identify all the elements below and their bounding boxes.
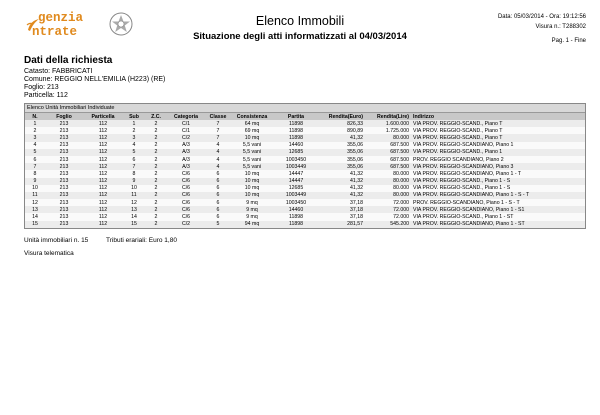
table-cell: 2 <box>145 142 167 149</box>
table-row <box>25 221 585 228</box>
table-cell: 355,06 <box>319 142 365 149</box>
table-cell: 3 <box>25 134 45 141</box>
table-cell: 687.500 <box>365 163 411 170</box>
table-cell: 687.500 <box>365 142 411 149</box>
table-cell: 14 <box>25 213 45 220</box>
request-particella: Particella: 112 <box>24 92 68 99</box>
table-cell: C/6 <box>167 170 205 177</box>
table-cell: 545.200 <box>365 221 411 228</box>
page-subtitle: Situazione degli atti informatizzati al 04/03/2014 <box>193 31 407 42</box>
table-cell: 80.000 <box>365 178 411 185</box>
table-cell: 112 <box>83 206 123 213</box>
table-row <box>25 192 585 199</box>
col-header: Particella <box>83 113 123 121</box>
table-cell: 6 <box>205 213 231 220</box>
table-cell: 41,32 <box>319 192 365 199</box>
table-cell: 69 mq <box>231 127 273 134</box>
table-row <box>25 163 585 170</box>
table-cell: 5,5 vani <box>231 156 273 163</box>
table-cell: 355,06 <box>319 156 365 163</box>
col-header: Rendita(Lire) <box>365 113 411 121</box>
table-cell: 11898 <box>273 134 319 141</box>
table-cell: 10 <box>123 185 145 192</box>
table-cell: 2 <box>145 134 167 141</box>
col-header: Z.C. <box>145 113 167 121</box>
col-header: Categoria <box>167 113 205 121</box>
table-cell: VIA PROV. REGGIO-SCANDIANO, Piano 1 - S - T <box>411 192 585 199</box>
table-cell: VIA PROV. REGGIO-SCAND., Piano 1 - S <box>411 185 585 192</box>
table-cell: 687.500 <box>365 149 411 156</box>
table-cell: 112 <box>83 178 123 185</box>
table-cell: A/3 <box>167 142 205 149</box>
table-cell: 112 <box>83 170 123 177</box>
table-cell: 10 mq <box>231 192 273 199</box>
table-cell: 213 <box>45 178 83 185</box>
table-cell: 1003450 <box>273 199 319 206</box>
table-cell: 10 mq <box>231 185 273 192</box>
table-cell: C/1 <box>167 127 205 134</box>
table-cell: VIA PROV. REGGIO-SCAND., Piano 1 <box>411 149 585 156</box>
table-cell: C/6 <box>167 206 205 213</box>
table-cell: 2 <box>145 192 167 199</box>
col-header: Partita <box>273 113 319 121</box>
page-title: Elenco Immobili <box>255 14 345 28</box>
table-cell: 72.000 <box>365 199 411 206</box>
table-cell: 11898 <box>273 221 319 228</box>
request-comune: Comune: REGGIO NELL'EMILIA (H223) (RE) <box>24 76 166 83</box>
table-cell: 1 <box>123 120 145 127</box>
table-cell: A/3 <box>167 149 205 156</box>
table-cell: 213 <box>45 134 83 141</box>
header-page-indicator: Pag. 1 - Fine <box>551 38 586 44</box>
table-cell: 2 <box>145 206 167 213</box>
units-table <box>25 112 585 228</box>
table-cell: 687.500 <box>365 156 411 163</box>
table-cell: 213 <box>45 142 83 149</box>
table-cell: 4 <box>205 156 231 163</box>
table-cell: 2 <box>145 221 167 228</box>
table-cell: 41,32 <box>319 178 365 185</box>
table-cell: 213 <box>45 170 83 177</box>
table-cell: 2 <box>25 127 45 134</box>
table-row <box>25 142 585 149</box>
table-cell: 2 <box>145 156 167 163</box>
table-cell: 14460 <box>273 142 319 149</box>
table-cell: 2 <box>145 149 167 156</box>
table-cell: 41,32 <box>319 170 365 177</box>
table-cell: VIA PROV. REGGIO-SCAND., Piano T <box>411 134 585 141</box>
summary-line <box>24 237 193 244</box>
table-cell: 2 <box>123 127 145 134</box>
units-count: Unità immobiliari n. 15 <box>24 237 89 244</box>
col-header: Foglio <box>45 113 83 121</box>
table-cell: 7 <box>123 163 145 170</box>
table-cell: 41,32 <box>319 185 365 192</box>
table-cell: 11 <box>123 192 145 199</box>
table-cell: 1 <box>25 120 45 127</box>
table-cell: 112 <box>83 120 123 127</box>
table-cell: 5 <box>25 149 45 156</box>
table-cell: 14447 <box>273 170 319 177</box>
table-cell: 80.000 <box>365 192 411 199</box>
table-cell: 6 <box>205 185 231 192</box>
table-cell: C/1 <box>167 120 205 127</box>
table-cell: VIA PROV. REGGIO-SCAND., Piano T <box>411 127 585 134</box>
table-cell: 37,18 <box>319 213 365 220</box>
table-cell: 355,06 <box>319 149 365 156</box>
table-cell: 37,18 <box>319 206 365 213</box>
table-cell: 72.000 <box>365 206 411 213</box>
table-cell: 5 <box>123 149 145 156</box>
table-cell: C/6 <box>167 185 205 192</box>
table-cell: 6 <box>25 156 45 163</box>
table-cell: 355,06 <box>319 163 365 170</box>
table-cell: 213 <box>45 221 83 228</box>
col-header: Classe <box>205 113 231 121</box>
request-foglio: Foglio: 213 <box>24 84 59 91</box>
table-cell: 112 <box>83 156 123 163</box>
table-cell: 9 <box>123 178 145 185</box>
table-cell: 6 <box>123 156 145 163</box>
col-header: Indirizzo <box>411 113 585 121</box>
table-cell: 12685 <box>273 149 319 156</box>
table-cell: 10 <box>25 185 45 192</box>
tributi-erariali: Tributi erariali: Euro 1,80 <box>106 237 177 244</box>
table-cell: 2 <box>145 120 167 127</box>
table-cell: 7 <box>205 127 231 134</box>
table-cell: VIA PROV. REGGIO-SCAND., Piano 1 - S <box>411 178 585 185</box>
table-cell: 6 <box>205 170 231 177</box>
table-cell: C/2 <box>167 134 205 141</box>
table-cell: 1.600.000 <box>365 120 411 127</box>
table-row <box>25 120 585 127</box>
table-cell: 10 mq <box>231 178 273 185</box>
table-cell: 13 <box>123 206 145 213</box>
units-table-container <box>24 103 586 229</box>
table-cell: A/3 <box>167 163 205 170</box>
table-cell: VIA PROV. REGGIO-SCAND., Piano T <box>411 120 585 127</box>
table-cell: 12685 <box>273 185 319 192</box>
table-cell: 112 <box>83 127 123 134</box>
table-cell: VIA PROV. REGGIO-SCANDIANO, Piano 1 <box>411 142 585 149</box>
table-cell: 11898 <box>273 127 319 134</box>
table-cell: 3 <box>123 134 145 141</box>
table-row <box>25 134 585 141</box>
table-cell: 112 <box>83 134 123 141</box>
table-cell: 11898 <box>273 120 319 127</box>
table-cell: 2 <box>145 213 167 220</box>
table-cell: VIA PROV. REGGIO-SCANDIANO, Piano 3 <box>411 163 585 170</box>
table-cell: 9 <box>25 178 45 185</box>
table-row <box>25 213 585 220</box>
table-cell: 213 <box>45 199 83 206</box>
table-cell: 2 <box>145 127 167 134</box>
table-cell: C/6 <box>167 178 205 185</box>
table-cell: 6 <box>205 206 231 213</box>
table-cell: 112 <box>83 192 123 199</box>
table-cell: C/6 <box>167 213 205 220</box>
table-cell: 5 <box>205 221 231 228</box>
table-row <box>25 156 585 163</box>
table-row <box>25 127 585 134</box>
table-cell: 9 mq <box>231 206 273 213</box>
request-catasto: Catasto: FABBRICATI <box>24 68 93 75</box>
table-cell: 1003449 <box>273 192 319 199</box>
logo-text-line2: ntrate <box>32 25 78 39</box>
table-cell: 5,5 vani <box>231 149 273 156</box>
table-cell: A/3 <box>167 156 205 163</box>
table-cell: 6 <box>205 178 231 185</box>
table-cell: C/6 <box>167 199 205 206</box>
table-cell: 8 <box>123 170 145 177</box>
table-cell: 112 <box>83 149 123 156</box>
table-cell: 1.725.000 <box>365 127 411 134</box>
table-cell: 80.000 <box>365 185 411 192</box>
table-cell: 72.000 <box>365 213 411 220</box>
table-cell: 213 <box>45 127 83 134</box>
table-cell: 4 <box>123 142 145 149</box>
table-cell: 112 <box>83 185 123 192</box>
table-cell: VIA PROV. REGGIO-SCANDIANO, Piano 1 - S1 <box>411 206 585 213</box>
table-cell: 213 <box>45 185 83 192</box>
table-cell: 14460 <box>273 206 319 213</box>
col-header: Sub <box>123 113 145 121</box>
table-cell: 2 <box>145 199 167 206</box>
table-cell: 213 <box>45 120 83 127</box>
table-cell: 890,89 <box>319 127 365 134</box>
table-cell: 112 <box>83 163 123 170</box>
table-cell: 8 <box>25 170 45 177</box>
table-cell: 80.000 <box>365 134 411 141</box>
table-cell: 14 <box>123 213 145 220</box>
table-cell: 15 <box>25 221 45 228</box>
table-cell: 213 <box>45 163 83 170</box>
table-cell: 5,5 vani <box>231 163 273 170</box>
header-visura-number: Visura n.: T288302 <box>535 24 586 30</box>
table-row <box>25 178 585 185</box>
table-row <box>25 199 585 206</box>
col-header: Consistenza <box>231 113 273 121</box>
table-cell: 213 <box>45 206 83 213</box>
table-cell: 2 <box>145 170 167 177</box>
table-row <box>25 185 585 192</box>
table-cell: 12 <box>25 199 45 206</box>
table-cell: 213 <box>45 149 83 156</box>
request-section-title: Dati della richiesta <box>24 55 113 66</box>
table-cell: 112 <box>83 142 123 149</box>
table-cell: PROV. REGGIO-SCANDIANO, Piano 1 - S - T <box>411 199 585 206</box>
table-cell: C/6 <box>167 192 205 199</box>
table-cell: 10 mq <box>231 134 273 141</box>
table-cell: 6 <box>205 192 231 199</box>
table-cell: 2 <box>145 178 167 185</box>
table-row <box>25 206 585 213</box>
table-cell: 11898 <box>273 213 319 220</box>
table-cell: 826,33 <box>319 120 365 127</box>
table-cell: C/2 <box>167 221 205 228</box>
table-row <box>25 149 585 156</box>
table-cell: 80.000 <box>365 170 411 177</box>
table-cell: 7 <box>205 134 231 141</box>
table-cell: 213 <box>45 213 83 220</box>
table-cell: 213 <box>45 156 83 163</box>
table-cell: 11 <box>25 192 45 199</box>
table-header-row <box>25 113 585 121</box>
table-cell: VIA PROV. REGGIO-SCANDIANO, Piano 1 - T <box>411 170 585 177</box>
table-cell: 15 <box>123 221 145 228</box>
table-cell: 12 <box>123 199 145 206</box>
table-cell: 1003450 <box>273 156 319 163</box>
table-cell: 4 <box>205 142 231 149</box>
table-cell: 281,57 <box>319 221 365 228</box>
table-cell: 112 <box>83 199 123 206</box>
table-cell: 1003449 <box>273 163 319 170</box>
table-cell: 213 <box>45 192 83 199</box>
table-cell: 14447 <box>273 178 319 185</box>
table-cell: VIA PROV. REGGIO-SCAND., Piano 1 - ST <box>411 213 585 220</box>
table-cell: 2 <box>145 185 167 192</box>
logo-text-line1: genzia <box>38 11 84 25</box>
table-cell: 9 mq <box>231 199 273 206</box>
col-header: N. <box>25 113 45 121</box>
table-cell: 112 <box>83 221 123 228</box>
table-cell: 5,5 vani <box>231 142 273 149</box>
table-cell: 10 mq <box>231 170 273 177</box>
table-cell: 13 <box>25 206 45 213</box>
table-cell: 7 <box>25 163 45 170</box>
table-cell: VIA PROV. REGGIO-SCANDIANO, Piano 1 - ST <box>411 221 585 228</box>
table-cell: 94 mq <box>231 221 273 228</box>
table-cell: 41,32 <box>319 134 365 141</box>
header-date-time: Data: 05/03/2014 - Ora: 19:12:56 <box>497 14 586 20</box>
table-cell: 37,18 <box>319 199 365 206</box>
table-cell: 4 <box>205 149 231 156</box>
table-cell: 112 <box>83 213 123 220</box>
table-cell: PROV. REGGIO SCANDIANO, Piano 2 <box>411 156 585 163</box>
table-cell: 6 <box>205 199 231 206</box>
footer-note: Visura telematica <box>24 250 74 257</box>
table-cell: 4 <box>25 142 45 149</box>
table-cell: 9 mq <box>231 213 273 220</box>
table-row <box>25 170 585 177</box>
table-cell: 2 <box>145 163 167 170</box>
table-cell: 4 <box>205 163 231 170</box>
table-cell: 7 <box>205 120 231 127</box>
col-header: Rendita(Euro) <box>319 113 365 121</box>
table-cell: 64 mq <box>231 120 273 127</box>
table-caption: Elenco Unità Immobiliari Individuate <box>25 104 585 112</box>
